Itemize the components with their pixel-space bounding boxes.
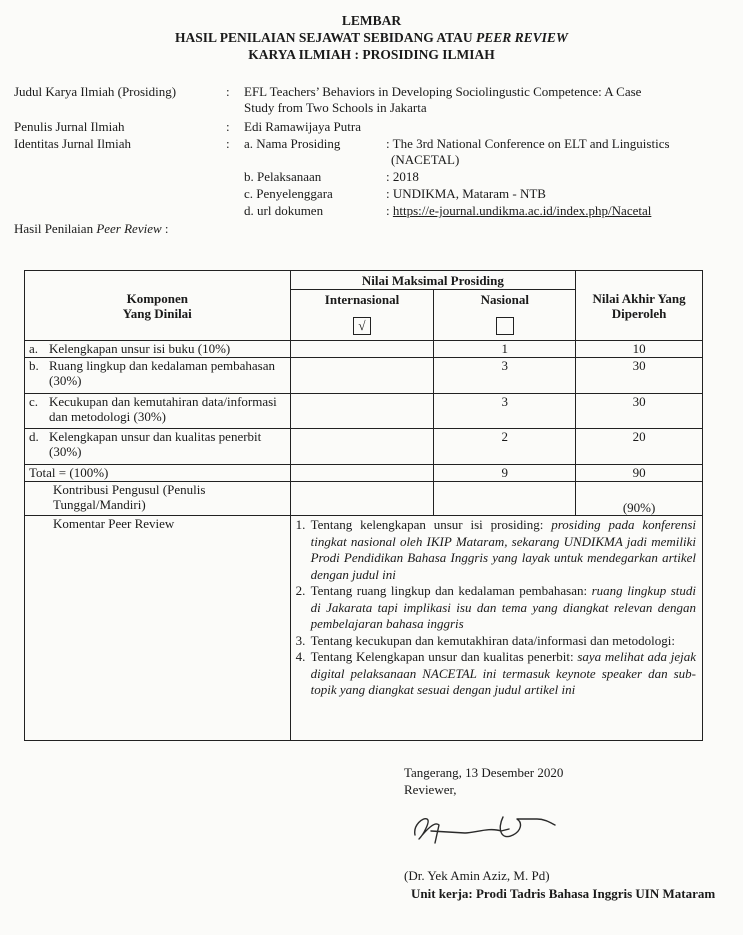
comment-item	[309, 583, 696, 633]
url-link[interactable]: https://e-journal.undikma.ac.id/index.php/Nacetal	[392, 203, 652, 218]
comment-4-italic: saya melihat ada jejak digital pelaksanaan NACETAL ini termasuk keynote speaker dan sub-topik yang diangkat sesuai dengan judul artikel ini	[310, 649, 696, 697]
table-row	[25, 429, 703, 465]
nasional-header	[434, 290, 576, 341]
doc-title-karya: KARYA ILMIAH : PROSIDING ILMIAH	[248, 47, 495, 62]
comment-1-italic: prosiding pada konferensi tingkat nasional oleh IKIP Mataram, sekarang UNDIKMA jadi memiliki Prodi Pendidikan Bahasa Inggris yang layak untuk mendegarkan artikel dengan judul ini	[310, 517, 696, 582]
row-a-label: Kelengkapan unsur isi buku (10%)	[49, 341, 231, 356]
judul-colon: :	[226, 84, 230, 99]
comment-3-plain: Tentang kecukupan dan kemutakhiran data/informasi dan metodologi:	[310, 632, 676, 648]
url-label: d. url dokumen	[244, 203, 324, 218]
total-row	[25, 465, 703, 482]
identitas-colon: :	[226, 136, 230, 151]
comment-item	[309, 633, 696, 650]
penulis-label: Penulis Jurnal Ilmiah	[14, 119, 125, 134]
total-akhir: 90	[576, 465, 703, 482]
comment-4-plain: Tentang Kelengkapan unsur dan kualitas penerbit:	[310, 649, 578, 664]
table-row	[25, 358, 703, 394]
internasional-checkbox[interactable]: √	[353, 317, 371, 335]
komentar-content	[290, 516, 702, 741]
kontribusi-value: (90%)	[576, 482, 703, 516]
doc-title-peer-review: PEER REVIEW	[476, 30, 568, 45]
penulis-value: Edi Ramawijaya Putra	[244, 119, 361, 134]
comment-item	[309, 517, 696, 583]
doc-title-lembar: LEMBAR	[341, 13, 402, 28]
kontribusi-label	[25, 482, 291, 516]
doc-title-hasil-text: HASIL PENILAIAN SEJAWAT SEBIDANG ATAU	[175, 30, 477, 45]
identitas-label: Identitas Jurnal Ilmiah	[14, 136, 131, 151]
nilai-akhir-line1: Nilai Akhir Yang	[592, 290, 686, 306]
komponen-header-line2: Yang Dinilai	[122, 305, 192, 321]
total-nasional: 9	[434, 465, 576, 482]
penyelenggara-value: : UNDIKMA, Mataram - NTB	[386, 186, 546, 201]
hasil-text: Hasil Penilaian	[14, 221, 97, 236]
row-d-nasional: 2	[434, 429, 576, 465]
komponen-header	[25, 271, 291, 341]
comment-1-plain: Tentang kelengkapan unsur isi prosiding:	[310, 517, 552, 532]
kontribusi-line2: Tunggal/Mandiri)	[53, 497, 146, 512]
place-date: Tangerang, 13 Desember 2020	[404, 765, 564, 780]
penyelenggara-label: c. Penyelenggara	[244, 186, 333, 201]
table-row	[25, 394, 703, 429]
total-label: Total = (100%)	[25, 465, 291, 482]
comment-2-plain: Tentang ruang lingkup dan kedalaman pembahasan:	[310, 583, 592, 598]
row-c-num: c.	[29, 394, 39, 409]
row-b-akhir: 30	[576, 358, 703, 394]
reviewer-label: Reviewer,	[404, 782, 457, 797]
reviewer-signature	[405, 805, 565, 853]
row-b-label: Ruang lingkup dan kedalaman pembahasan (30%)	[49, 358, 275, 388]
nama-prosiding-label: a. Nama Prosiding	[244, 136, 341, 151]
nasional-label: Nasional	[480, 292, 529, 307]
judul-label: Judul Karya Ilmiah (Prosiding)	[14, 84, 177, 99]
comment-2-italic: ruang lingkup studi di Jakarata tapi implikasi isu dan tema yang diangkat relevan dengan pembelajaran bahasa inggris	[310, 583, 696, 631]
comment-item	[309, 649, 696, 699]
hasil-peer-review: Peer Review	[96, 221, 162, 236]
nama-prosiding-value-2: (NACETAL)	[391, 152, 460, 167]
pelaksanaan-label: b. Pelaksanaan	[244, 169, 322, 184]
internasional-label: Internasional	[324, 292, 400, 307]
nasional-checkbox[interactable]	[496, 317, 514, 335]
komponen-header-line1: Komponen	[126, 290, 188, 306]
pelaksanaan-value: : 2018	[386, 169, 419, 184]
hasil-penilaian-label	[14, 221, 169, 237]
komentar-label: Komentar Peer Review	[25, 516, 291, 741]
row-a-akhir: 10	[576, 341, 703, 358]
penulis-colon: :	[226, 119, 230, 134]
judul-value-line2: Study from Two Schools in Jakarta	[244, 100, 427, 115]
row-b-nasional: 3	[434, 358, 576, 394]
assessment-table	[24, 270, 703, 741]
header-row-1	[25, 271, 703, 290]
kontribusi-row	[25, 482, 703, 516]
nilai-maksimal-header: Nilai Maksimal Prosiding	[290, 271, 576, 290]
row-d-label: Kelengkapan unsur dan kualitas penerbit (30%)	[49, 429, 262, 459]
hasil-colon: :	[161, 221, 169, 236]
url-colon: :	[386, 203, 393, 218]
comment-list	[295, 517, 696, 699]
row-d-num: d.	[29, 429, 39, 444]
nilai-akhir-header	[576, 271, 703, 341]
komentar-row	[25, 516, 703, 741]
reviewer-name: (Dr. Yek Amin Aziz, M. Pd)	[404, 868, 550, 883]
reviewer-unit: Unit kerja: Prodi Tadris Bahasa Inggris UIN Mataram	[411, 886, 716, 901]
kontribusi-line1: Kontribusi Pengusul (Penulis	[53, 482, 206, 497]
row-a-nasional: 1	[434, 341, 576, 358]
nilai-akhir-line2: Diperoleh	[611, 305, 667, 321]
internasional-header	[290, 290, 434, 341]
judul-value-line1: EFL Teachers’ Behaviors in Developing Sociolingustic Competence: A Case	[244, 84, 642, 99]
table-row	[25, 341, 703, 358]
url-row	[386, 203, 651, 219]
row-d-akhir: 20	[576, 429, 703, 465]
nama-prosiding-value: : The 3rd National Conference on ELT and Linguistics	[386, 136, 670, 151]
doc-title-hasil	[0, 30, 743, 45]
row-c-label: Kecukupan dan kemutahiran data/informasi dan metodologi (30%)	[49, 394, 277, 424]
row-c-akhir: 30	[576, 394, 703, 429]
row-c-nasional: 3	[434, 394, 576, 429]
row-a-num: a.	[29, 341, 39, 356]
row-b-num: b.	[29, 358, 39, 373]
